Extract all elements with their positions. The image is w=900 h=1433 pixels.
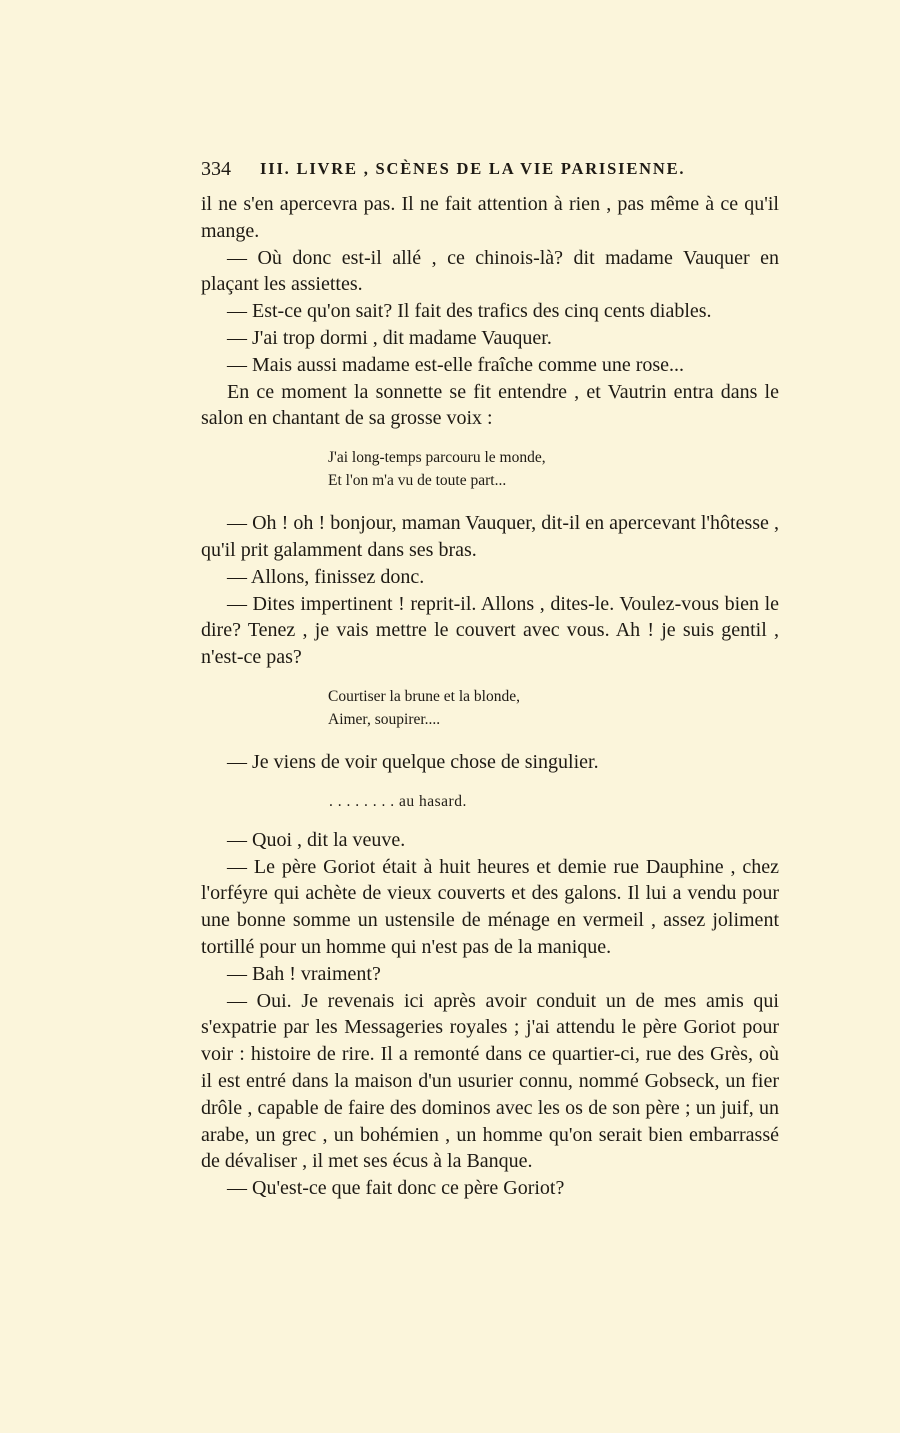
verse-line: Courtiser la brune et la blonde, [328, 687, 520, 705]
paragraph-5: — Mais aussi madame est-elle fraîche comme une rose... [227, 353, 685, 376]
paragraph-12: — Le père Goriot était à huit heures et demie rue Dauphine , chez l'orféyre qui achète de vieux couverts et des galons. Il lui a vendu pour une bonne somme un ustensile de ménage en vermeil , assez joliment tortillé pour un homme qui n'est pas de la manique. [201, 855, 779, 958]
verse-quote-1 [201, 446, 779, 492]
paragraph-1: il ne s'en apercevra pas. Il ne fait attention à rien , pas même à ce qu'il mange. [201, 193, 779, 242]
page-number: 334 [201, 158, 231, 180]
verse-line: J'ai long-temps parcouru le monde, [328, 449, 546, 467]
verse-line: Et l'on m'a vu de toute part... [328, 472, 507, 490]
paragraph-13: — Bah ! vraiment? [227, 962, 381, 985]
paragraph-2: — Où donc est-il allé , ce chinois-là? dit madame Vauquer en plaçant les assiettes. [201, 246, 779, 296]
paragraph-9: — Dites impertinent ! reprit-il. Allons , dites-le. Voulez-vous bien le dire? Tenez , je vais mettre le couvert avec vous. Ah ! je suis gentil , n'est-ce pas? [201, 592, 779, 669]
paragraph-3: — Est-ce qu'on sait? Il fait des trafics des cinq cents diables. [227, 300, 712, 323]
ellipsis-line: . . . . . . . . au hasard. [329, 792, 467, 810]
running-title: III. LIVRE , SCÈNES DE LA VIE PARISIENNE. [260, 159, 686, 178]
paragraph-6: En ce moment la sonnette se fit entendre , et Vautrin entra dans le salon en chantant de sa grosse voix : [201, 380, 779, 430]
verse-line: Aimer, soupirer.... [328, 710, 441, 728]
paragraph-14: — Oui. Je revenais ici après avoir conduit un de mes amis qui s'expatrie par les Messageries royales ; j'ai attendu le père Goriot pour voir : histoire de rire. Il a remonté dans ce quartier-ci, rue des Grès, où il est entré dans la maison d'un usurier connu, nommé Gobseck, un fier drôle , capable de faire des dominos avec les os de son père ; un juif, un arabe, un grec , un bohémien , un homme qu'on serait bien embarrassé de dévaliser , il met ses écus à la Banque. [201, 989, 779, 1173]
body-text [201, 191, 779, 1202]
verse-quote-2 [201, 685, 779, 731]
paragraph-11: — Quoi , dit la veuve. [227, 828, 406, 851]
paragraph-8: — Allons, finissez donc. [227, 565, 425, 588]
page-header [201, 158, 779, 188]
paragraph-7: — Oh ! oh ! bonjour, maman Vauquer, dit-il en apercevant l'hôtesse , qu'il prit galamment dans ses bras. [201, 512, 779, 561]
paragraph-15: — Qu'est-ce que fait donc ce père Goriot? [227, 1177, 565, 1200]
paragraph-10: — Je viens de voir quelque chose de singulier. [227, 750, 599, 773]
paragraph-4: — J'ai trop dormi , dit madame Vauquer. [227, 326, 552, 349]
